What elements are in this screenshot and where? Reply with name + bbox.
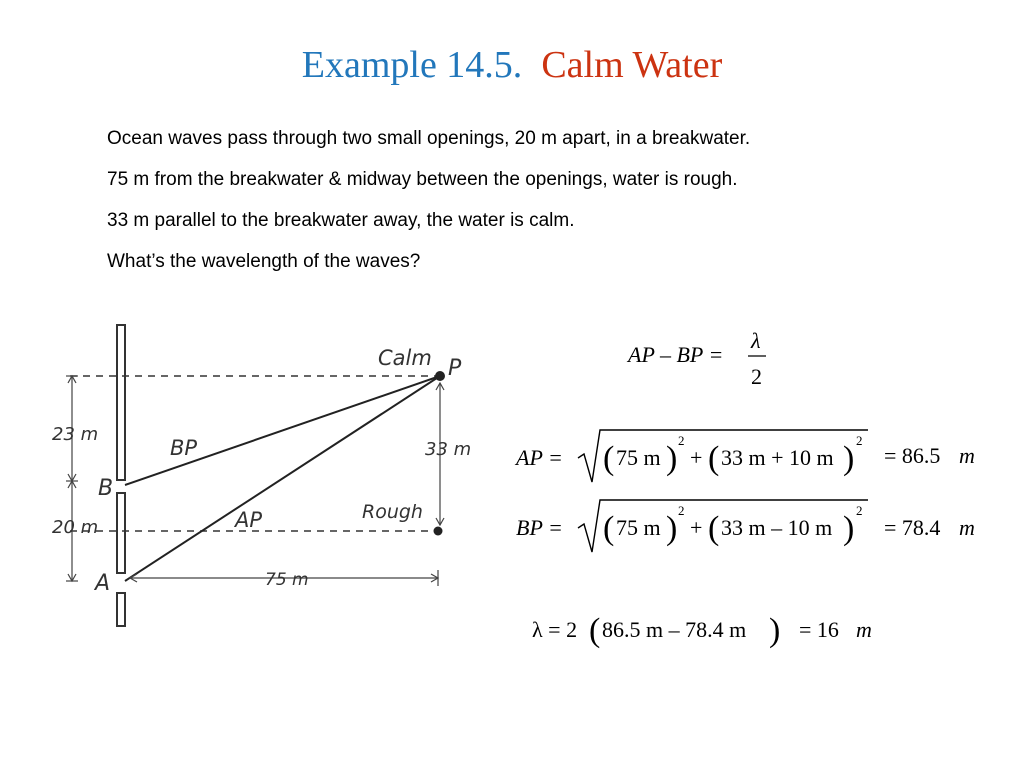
label-bp: BP	[170, 436, 198, 460]
problem-line: What’s the wavelength of the waves?	[107, 251, 421, 272]
label-p: P	[448, 356, 462, 381]
title-example-name: Calm Water	[541, 44, 723, 86]
paren-open: (	[603, 440, 615, 477]
eq2-term1: 75 m	[616, 445, 661, 470]
title-example-number: Example 14.5.	[301, 44, 523, 86]
exponent: 2	[678, 433, 685, 448]
exponent: 2	[856, 433, 863, 448]
equation-wavelength	[532, 612, 872, 649]
eq4-inner: 86.5 m – 78.4 m	[602, 617, 747, 642]
paren-close: )	[843, 510, 855, 547]
eq1-numerator: λ	[751, 328, 761, 353]
paren-close: )	[769, 612, 781, 649]
unit-m: m	[959, 443, 975, 468]
eq4-lhs: λ = 2	[532, 617, 578, 642]
paren-open: (	[603, 510, 615, 547]
plus-sign: +	[690, 445, 703, 470]
paren-open: (	[708, 510, 720, 547]
eq2-result: = 86.5	[884, 443, 941, 468]
dim-label-23m: 23 m	[52, 424, 99, 445]
paren-close: )	[666, 510, 678, 547]
eq2-term2: 33 m + 10 m	[721, 445, 834, 470]
label-b: B	[98, 476, 114, 501]
paren-open: (	[589, 612, 601, 649]
dim-label-20m: 20 m	[52, 517, 99, 538]
unit-m: m	[856, 617, 872, 642]
exponent: 2	[678, 503, 685, 518]
eq3-result: = 78.4	[884, 515, 941, 540]
label-calm: Calm	[378, 346, 432, 370]
problem-line: 33 m parallel to the breakwater away, the water is calm.	[107, 210, 575, 231]
eq2-lhs: AP =	[516, 445, 563, 470]
eq1-lhs: AP – BP =	[628, 342, 724, 367]
equation-ap	[514, 430, 975, 482]
label-a: A	[95, 571, 111, 596]
eq3-lhs: BP =	[516, 515, 563, 540]
dim-label-33m: 33 m	[425, 439, 472, 460]
equation-bp	[516, 500, 975, 552]
eq4-result: = 16	[799, 617, 839, 642]
problem-line: 75 m from the breakwater & midway between the openings, water is rough.	[107, 169, 738, 190]
exponent: 2	[856, 503, 863, 518]
paren-open: (	[708, 440, 720, 477]
paren-close: )	[666, 440, 678, 477]
eq3-term1: 75 m	[616, 515, 661, 540]
equation-path-difference	[626, 328, 766, 389]
eq3-term2: 33 m – 10 m	[721, 515, 833, 540]
label-ap: AP	[235, 508, 263, 532]
unit-m: m	[959, 515, 975, 540]
paren-close: )	[843, 440, 855, 477]
eq1-denominator: 2	[751, 364, 762, 389]
plus-sign: +	[690, 515, 703, 540]
problem-line: Ocean waves pass through two small openings, 20 m apart, in a breakwater.	[107, 128, 751, 149]
dim-label-75m: 75 m	[265, 570, 309, 590]
label-rough: Rough	[362, 501, 423, 523]
